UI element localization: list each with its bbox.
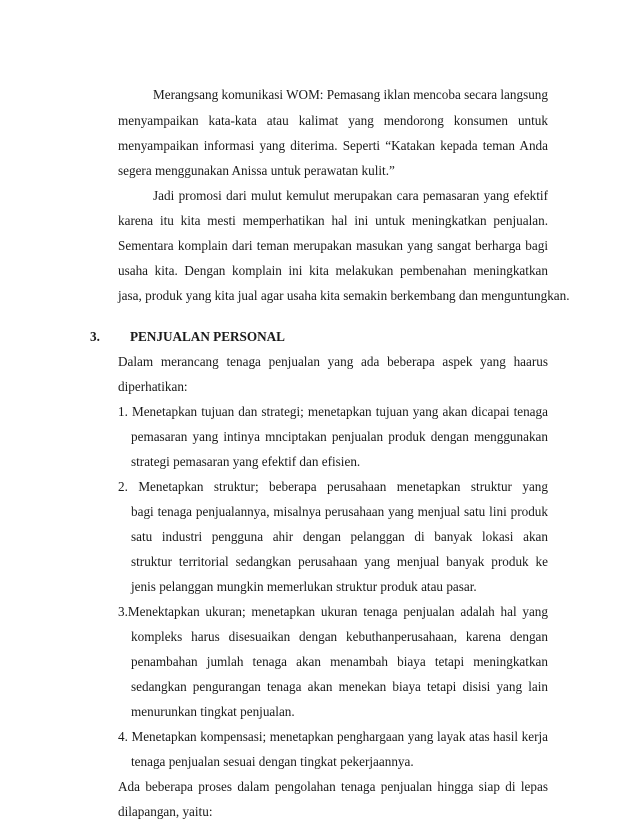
list-item: menurunkan tingkat penjualan. <box>131 704 295 719</box>
list-item: jenis pelanggan mungkin memerlukan struktur produk atau pasar. <box>131 579 477 594</box>
paragraph-line: segera menggunakan Anissa untuk perawatan kulit.” <box>118 163 395 178</box>
list-item: 4. Menetapkan kompensasi; menetapkan penghargaan yang layak atas hasil kerja <box>118 729 548 744</box>
closing-line: Ada beberapa proses dalam pengolahan tenaga penjualan hingga siap di lepas <box>118 779 548 794</box>
paragraph-line: menyampaikan informasi yang diterima. Seperti “Katakan kepada teman Anda <box>118 138 548 153</box>
paragraph-line: jasa, produk yang kita jual agar usaha kita semakin berkembang dan menguntungkan. <box>118 288 570 303</box>
list-item: kompleks harus disesuaikan dengan kebuthanperusahaan, karena dengan <box>131 629 548 644</box>
paragraph-line: Merangsang komunikasi WOM: Pemasang iklan mencoba secara langsung <box>153 87 548 102</box>
paragraph-line: Jadi promosi dari mulut kemulut merupakan cara pemasaran yang efektif <box>153 188 548 203</box>
paragraph-line: karena itu kita mesti memperhatikan hal ini untuk meningkatkan penjualan. <box>118 213 548 228</box>
paragraph-line: usaha kita. Dengan komplain ini kita melakukan pembenahan meningkatkan <box>118 263 548 278</box>
list-item: 1. Menetapkan tujuan dan strategi; menetapkan tujuan yang akan dicapai tenaga <box>118 404 548 419</box>
list-item: 2. Menetapkan struktur; beberapa perusahaan menetapkan struktur yang <box>118 479 548 494</box>
list-item: sedangkan pengurangan tenaga akan menekan biaya tetapi disisi yang lain <box>131 679 548 694</box>
intro-line: diperhatikan: <box>118 379 188 394</box>
paragraph-line: menyampaikan kata-kata atau kalimat yang mendorong konsumen untuk <box>118 113 548 128</box>
section-number: 3. <box>90 329 100 344</box>
list-item: 3.Menektapkan ukuran; menetapkan ukuran tenaga penjualan adalah hal yang <box>118 604 548 619</box>
list-item: strategi pemasaran yang efektif dan efisien. <box>131 454 361 469</box>
list-item: pemasaran yang intinya mnciptakan penjualan produk dengan menggunakan <box>131 429 548 444</box>
list-item: penambahan jumlah tenaga akan menambah biaya tetapi meningkatkan <box>131 654 548 669</box>
list-item: bagi tenaga penjualannya, misalnya perusahaan yang menjual satu lini produk <box>131 504 548 519</box>
intro-line: Dalam merancang tenaga penjualan yang ada beberapa aspek yang haarus <box>118 354 548 369</box>
list-item: tenaga penjualan sesuai dengan tingkat pekerjaannya. <box>131 754 414 769</box>
list-item: struktur territorial sedangkan perusahaan yang menjual banyak produk ke <box>131 554 548 569</box>
closing-line: dilapangan, yaitu: <box>118 804 213 819</box>
paragraph-line: Sementara komplain dari teman merupakan masukan yang sangat berharga bagi <box>118 238 548 253</box>
section-title: PENJUALAN PERSONAL <box>130 329 285 344</box>
list-item: satu industri pengguna ahir dengan pelanggan di banyak lokasi akan <box>131 529 548 544</box>
